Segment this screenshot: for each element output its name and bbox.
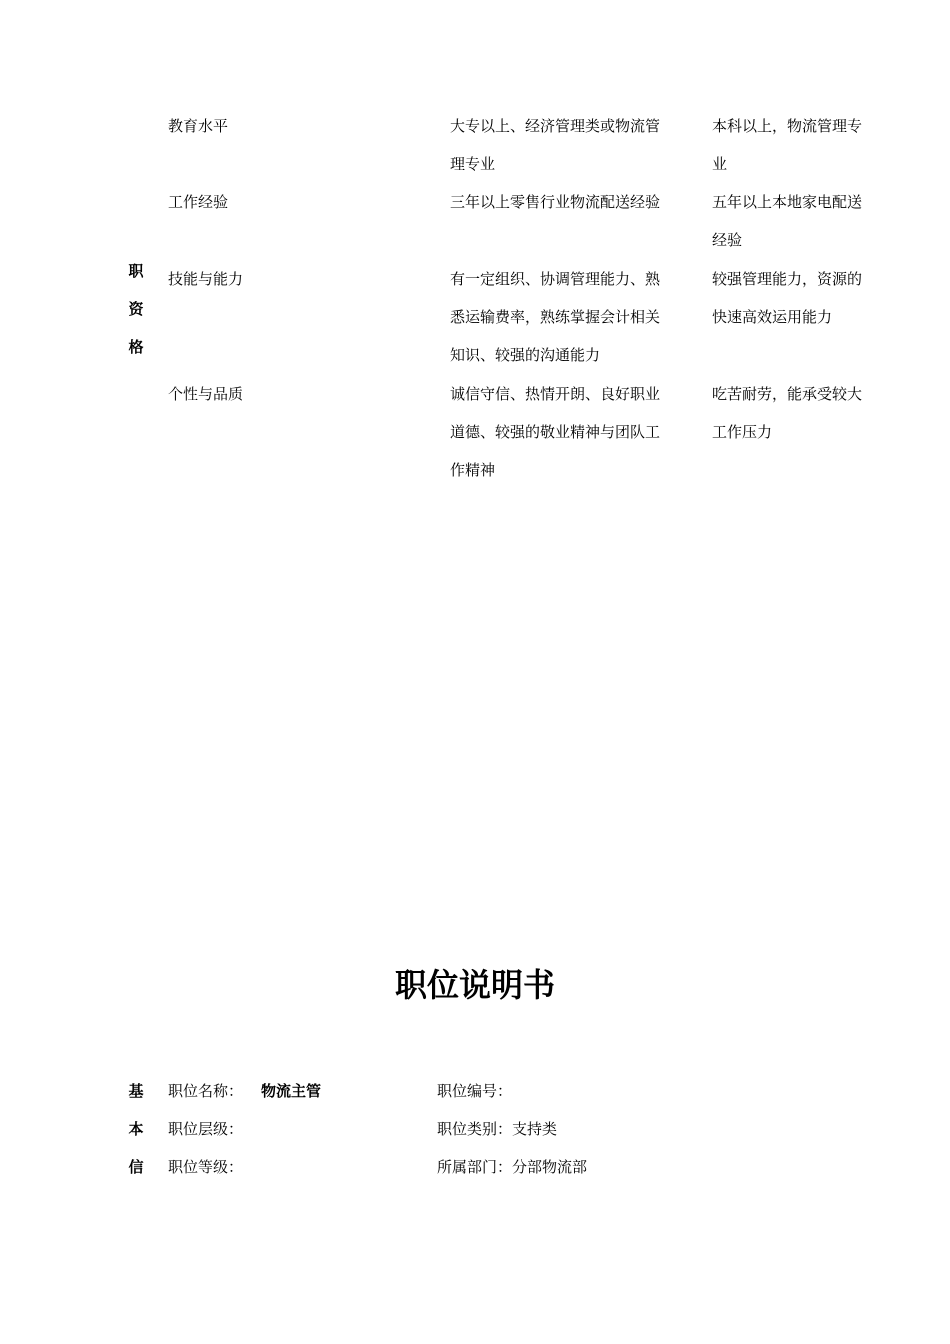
preferred-line: 吃苦耐劳，能承受较大 [712,385,863,403]
position-category-label: 职位类别：支持类 [437,1120,558,1138]
requirement-line: 三年以上零售行业物流配送经验 [450,193,661,211]
requirement-line: 大专以上、经济管理类或物流管 [450,117,661,135]
requirement-line: 作精神 [450,461,496,479]
preferred-line: 本科以上，物流管理专 [712,117,863,135]
requirement-line: 知识、较强的沟通能力 [450,346,601,364]
requirement-cell [450,107,698,183]
preferred-cell [712,107,892,183]
requirement-cell [450,375,698,489]
basic-info-section-label [126,1072,146,1186]
side-char: 信 [128,1158,144,1176]
requirement-cell [450,260,698,374]
position-name-label: 职位名称： [168,1082,244,1100]
department-label: 所属部门：分部物流部 [437,1158,588,1176]
position-grade-label: 职位等级： [168,1158,244,1176]
preferred-cell [712,375,892,451]
side-char: 本 [128,1120,144,1138]
preferred-line: 五年以上本地家电配送 [712,193,863,211]
position-level-label: 职位层级： [168,1120,244,1138]
preferred-line: 工作压力 [712,423,773,441]
row-label: 工作经验 [168,193,229,211]
side-char: 职 [128,262,144,280]
preferred-line: 经验 [712,231,743,249]
requirement-line: 理专业 [450,155,496,173]
side-char: 资 [128,300,144,318]
preferred-cell [712,260,892,336]
row-label: 教育水平 [168,117,229,135]
preferred-line: 较强管理能力，资源的 [712,270,863,288]
row-label: 个性与品质 [168,385,244,403]
position-name-value: 物流主管 [261,1082,322,1100]
requirement-cell [450,183,698,221]
row-label: 技能与能力 [168,270,244,288]
preferred-cell [712,183,892,259]
requirement-line: 悉运输费率，熟练掌握会计相关 [450,308,661,326]
qualification-section-label [126,252,146,366]
position-code-label: 职位编号： [437,1082,513,1100]
preferred-line: 业 [712,155,728,173]
position-name-field [168,1072,321,1110]
side-char: 基 [128,1082,144,1100]
requirement-line: 有一定组织、协调管理能力、熟 [450,270,661,288]
requirement-line: 诚信守信、热情开朗、良好职业 [450,385,661,403]
preferred-line: 快速高效运用能力 [712,308,833,326]
requirement-line: 道德、较强的敬业精神与团队工 [450,423,661,441]
document-title: 职位说明书 [394,966,555,1004]
side-char: 格 [128,338,144,356]
